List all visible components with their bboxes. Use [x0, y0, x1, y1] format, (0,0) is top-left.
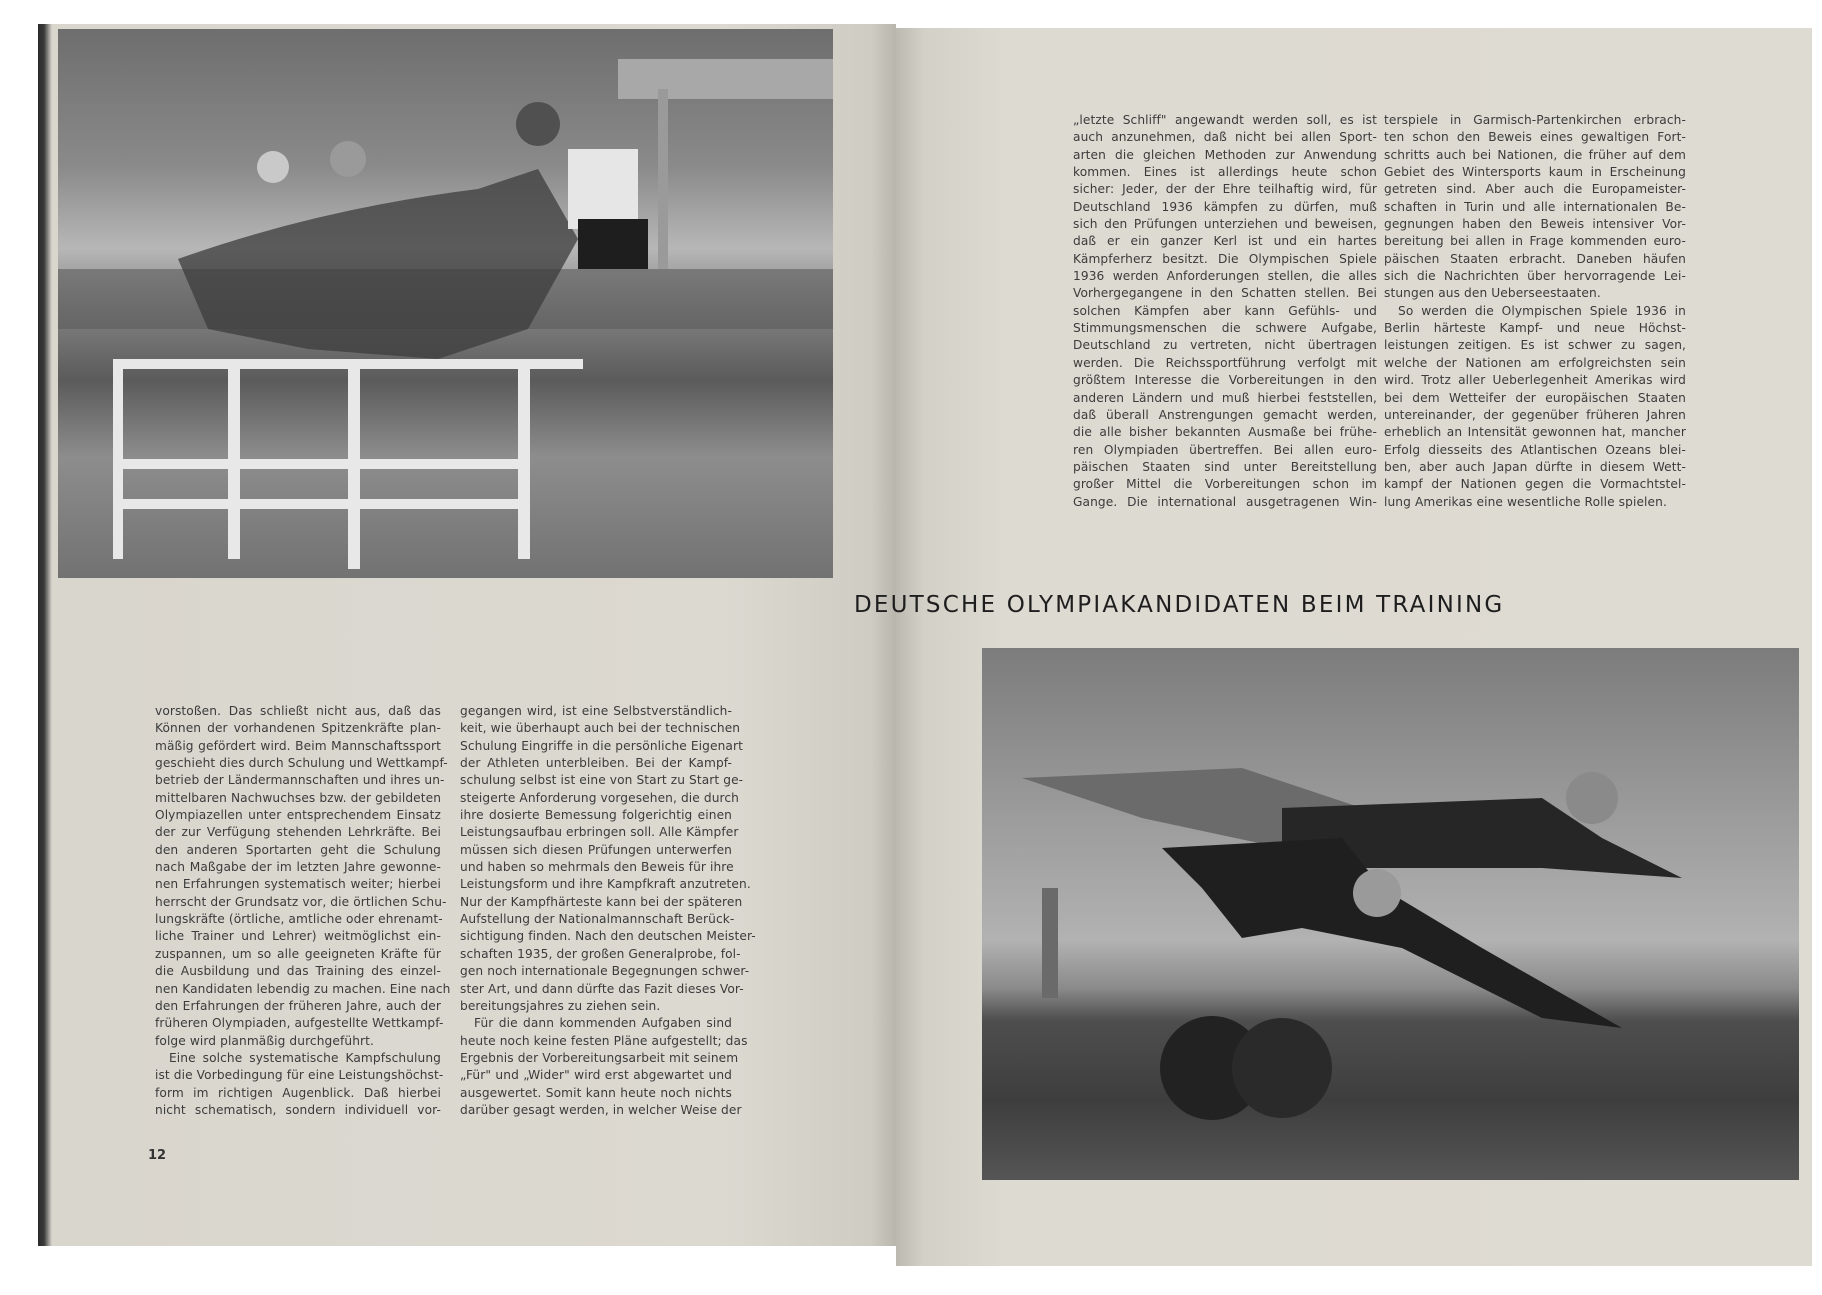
left-column-2 — [460, 703, 756, 1119]
text-line: daß er ein ganzer Kerl ist und ein hartes — [1073, 234, 1377, 249]
text-line: nach Maßgabe der im letzten Jahre gewonne- — [155, 860, 441, 875]
text-line: stungen aus den Ueberseestaaten. — [1384, 286, 1601, 301]
text-line: großer Mittel die Vorbereitungen schon im — [1073, 477, 1377, 492]
text-line: kommen. Eines ist allerdings heute schon — [1073, 165, 1377, 180]
text-line: und haben so mehrmals den Beweis für ihre — [460, 860, 734, 875]
text-line: geschieht dies durch Schulung und Wettkampf- — [155, 756, 448, 771]
text-line: den anderen Sportarten geht die Schulung — [155, 842, 441, 857]
text-line: müssen sich diesen Prüfungen unterwerfen — [460, 842, 732, 857]
text-line: So werden die Olympischen Spiele 1936 in — [1398, 303, 1686, 318]
text-line: Berlin härteste Kampf- und neue Höchst- — [1384, 321, 1686, 336]
text-line: sicher: Jeder, der der Ehre teilhaftig wird, für — [1073, 182, 1377, 197]
diving-athletes-photo — [982, 648, 1799, 1180]
text-line: die Ausbildung und das Training des einzel- — [155, 964, 441, 979]
text-line: heute noch keine festen Pläne aufgestellt; das — [460, 1033, 748, 1048]
text-line: Stimmungsmenschen die schwere Aufgabe, — [1073, 321, 1377, 336]
text-line: keit, wie überhaupt auch bei der technischen — [460, 721, 741, 736]
text-line: der Athleten unterbleiben. Bei der Kampf- — [460, 756, 732, 771]
text-line: schritts auch bei Nationen, die früher auf dem — [1384, 147, 1686, 162]
text-line: Olympiazellen unter entsprechendem Einsatz — [155, 808, 441, 823]
text-line: gen noch internationale Begegnungen schwer- — [460, 964, 750, 979]
text-line: auch anzunehmen, daß nicht bei allen Sport- — [1073, 130, 1377, 145]
text-line: ausgewertet. Somit kann heute noch nichts — [460, 1085, 732, 1100]
text-line: daß überall Anstrengungen gemacht werden, — [1073, 407, 1377, 422]
text-line: die alle bisher bekannten Ausmaße bei frühe- — [1073, 425, 1377, 440]
text-line: lungskräfte (örtliche, amtliche oder ehrenamt- — [155, 912, 443, 927]
text-line: betrieb der Ländermannschaften und ihres un- — [155, 773, 445, 788]
text-line: Deutschland zu vertreten, nicht übertragen — [1073, 338, 1377, 353]
text-line: Ergebnis der Vorbereitungsarbeit mit seinem — [460, 1050, 739, 1065]
text-line: anderen Ländern und muß hierbei feststellen, — [1073, 390, 1377, 405]
text-line: nen Erfahrungen systematisch weiter; hierbei — [155, 877, 441, 892]
right-column-1 — [1073, 112, 1377, 511]
text-line: ben, aber auch Japan dürfte in diesem Wett- — [1384, 459, 1686, 474]
text-line: Nur der Kampfhärteste kann bei der späteren — [460, 894, 743, 909]
article-title: DEUTSCHE OLYMPIAKANDIDATEN BEIM TRAINING — [854, 592, 1505, 618]
text-line: größtem Interesse die Vorbereitungen in den — [1073, 373, 1377, 388]
text-line: schulung selbst ist eine von Start zu Start ge- — [460, 773, 744, 788]
text-line: untereinander, der gegenüber früheren Jahren — [1384, 407, 1686, 422]
text-line: folge wird planmäßig durchgeführt. — [155, 1033, 374, 1048]
text-line: zuspannen, um so alle geeigneten Kräfte für — [155, 946, 441, 961]
left-column-1 — [155, 703, 451, 1119]
text-line: sich den Prüfungen unterziehen und beweisen, — [1073, 217, 1377, 232]
text-line: liche Trainer und Lehrer) weitmöglichst ein- — [155, 929, 441, 944]
text-line: Deutschland 1936 kämpfen zu dürfen, muß — [1073, 199, 1377, 214]
text-line: ihre dosierte Bemessung folgerichtig einen — [460, 808, 732, 823]
text-line: Leistungsform und ihre Kampfkraft anzutreten. — [460, 877, 751, 892]
text-line: leistungen zeitigen. Es ist schwer zu sagen, — [1384, 338, 1686, 353]
text-line: arten die gleichen Methoden zur Anwendung — [1073, 147, 1377, 162]
text-line: den Erfahrungen der früheren Jahre, auch der — [155, 998, 441, 1013]
text-line: lung Amerikas eine wesentliche Rolle spielen. — [1384, 494, 1667, 509]
text-line: „Für" und „Wider" wird erst abgewartet und — [460, 1068, 732, 1083]
text-line: darüber gesagt werden, in welcher Weise der — [460, 1102, 742, 1117]
text-line: ten schon den Beweis eines gewaltigen Fort- — [1384, 130, 1686, 145]
text-line: nicht schematisch, sondern individuell vor- — [155, 1102, 441, 1117]
text-line: päischen Staaten erbracht. Daneben häufen — [1384, 251, 1686, 266]
text-line: ren Olympiaden übertreffen. Bei allen euro- — [1073, 442, 1377, 457]
text-line: Für die dann kommenden Aufgaben sind — [474, 1016, 732, 1031]
text-line: steigerte Anforderung vorgesehen, die durch — [460, 790, 739, 805]
text-line: päischen Staaten sind unter Bereitstellung — [1073, 459, 1377, 474]
text-line: Eine solche systematische Kampfschulung — [169, 1050, 441, 1065]
text-line: Aufstellung der Nationalmannschaft Berück- — [460, 912, 735, 927]
text-line: bei dem Wetteifer der europäischen Staaten — [1384, 390, 1686, 405]
text-line: Gebiet des Wintersports kaum in Erscheinung — [1384, 165, 1686, 180]
text-line: Schulung Eingriffe in die persönliche Eigenart — [460, 738, 743, 753]
text-line: bereitung bei allen in Frage kommenden euro- — [1384, 234, 1686, 249]
text-line: form im richtigen Augenblick. Daß hierbei — [155, 1085, 441, 1100]
text-line: schaften 1935, der großen Generalprobe, fol- — [460, 946, 741, 961]
text-line: gegangen wird, ist eine Selbstverständlich- — [460, 704, 732, 718]
text-line: mäßig gefördert wird. Beim Mannschaftssport — [155, 738, 441, 753]
page-number: 12 — [148, 1148, 167, 1163]
text-line: 1936 werden Anforderungen stellen, die alles — [1073, 269, 1377, 284]
text-line: sich die Nachrichten über hervorragende Lei- — [1384, 269, 1686, 284]
text-line: Können der vorhandenen Spitzenkräfte plan- — [155, 721, 441, 736]
text-line: Leistungsaufbau erbringen soll. Alle Kämpfer — [460, 825, 739, 840]
text-line: ster Art, und dann dürfte das Fazit dieses Vor- — [460, 981, 744, 996]
text-line: nen Kandidaten lebendig zu machen. Eine nach — [155, 981, 451, 996]
text-line: gegnungen haben den Beweis intensiver Vor- — [1384, 217, 1686, 232]
text-line: bereitungsjahres zu ziehen sein. — [460, 998, 661, 1013]
text-line: terspiele in Garmisch-Partenkirchen erbrach- — [1384, 113, 1686, 127]
text-line: mittelbaren Nachwuchses bzw. der gebildeten — [155, 790, 442, 805]
text-line: ist die Vorbedingung für eine Leistungshöchst- — [155, 1068, 444, 1083]
text-line: „letzte Schliff" angewandt werden soll, es ist — [1073, 113, 1377, 127]
text-line: herrscht der Grundsatz vor, die örtlichen Schu- — [155, 894, 447, 909]
text-line: werden. Die Reichssportführung verfolgt mit — [1073, 355, 1377, 370]
text-line: schaften in Turin und alle internationalen Be- — [1384, 199, 1686, 214]
text-line: Erfolg diesseits des Atlantischen Ozeans blei- — [1384, 442, 1686, 457]
text-line: der zur Verfügung stehenden Lehrkräfte. Bei — [155, 825, 441, 840]
text-line: getreten sind. Aber auch die Europameister- — [1384, 182, 1686, 197]
right-column-2 — [1384, 112, 1686, 511]
text-line: erheblich an Intensität gewonnen hat, mancher — [1384, 425, 1686, 440]
text-line: sichtigung finden. Nach den deutschen Meister- — [460, 929, 756, 944]
text-line: solchen Kämpfen aber kann Gefühls- und — [1073, 303, 1377, 318]
text-line: kampf der Nationen gegen die Vormachtstel- — [1384, 477, 1686, 492]
text-line: vorstoßen. Das schließt nicht aus, daß das — [155, 704, 441, 718]
text-line: wird. Trotz aller Ueberlegenheit Amerikas wird — [1384, 373, 1686, 388]
text-line: Vorhergegangene in den Schatten stellen. Bei — [1073, 286, 1377, 301]
text-line: welche der Nationen am erfolgreichsten sein — [1384, 355, 1686, 370]
text-line: früheren Olympiaden, aufgestellte Wettkampf- — [155, 1016, 444, 1031]
text-line: Gange. Die international ausgetragenen Win- — [1073, 494, 1377, 509]
text-line: Kämpferherz besitzt. Die Olympischen Spiele — [1073, 251, 1377, 266]
hurdles-photo — [58, 29, 833, 578]
